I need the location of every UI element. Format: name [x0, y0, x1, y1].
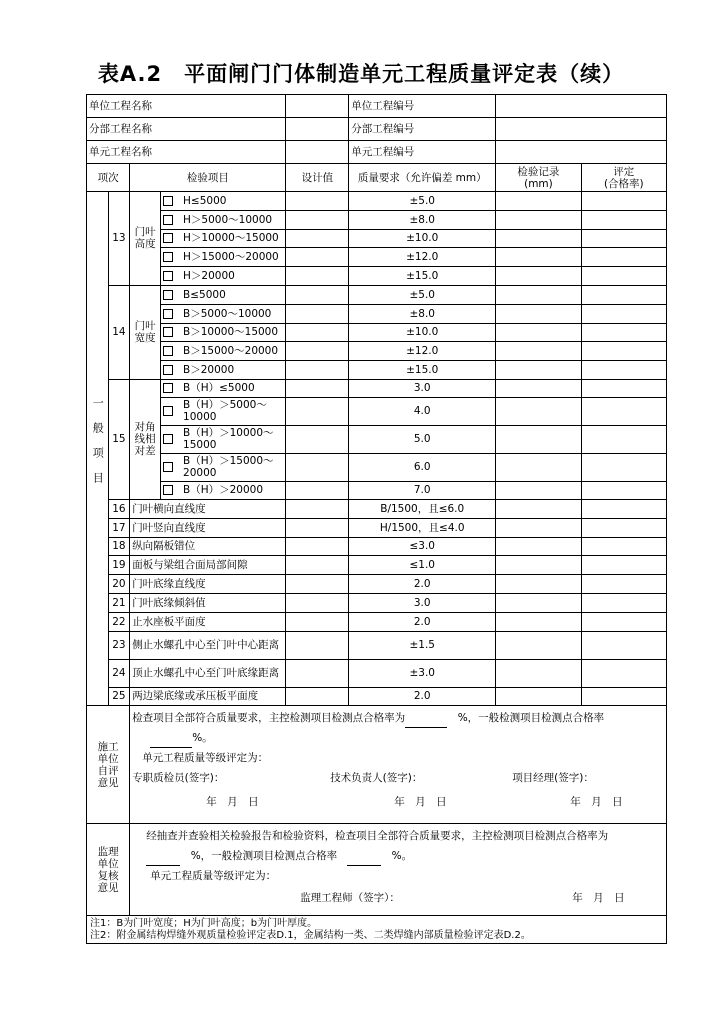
option-cell: [161, 285, 286, 304]
design-value-cell[interactable]: [286, 556, 349, 575]
design-value-cell[interactable]: [286, 342, 349, 361]
option[interactable]: [163, 308, 283, 320]
self-eval-text-c: %。: [192, 732, 213, 745]
record-cell[interactable]: [496, 379, 581, 397]
check-row: [87, 285, 667, 304]
record-cell[interactable]: [496, 210, 581, 229]
check-row: [87, 687, 667, 706]
requirement-cell: 2.0: [349, 612, 496, 631]
check-row: [87, 659, 667, 687]
requirement-cell: 2.0: [349, 575, 496, 594]
design-value-cell[interactable]: [286, 425, 349, 453]
supervision-line2: [132, 846, 664, 866]
supervision-date[interactable]: 年 月 日: [572, 892, 625, 905]
record-cell[interactable]: [496, 323, 581, 342]
item-name: 侧止水螺孔中心至门叶中心距离: [130, 631, 286, 659]
option[interactable]: [163, 427, 283, 451]
item-name: 顶止水螺孔中心至门叶底缘距离: [130, 659, 286, 687]
option[interactable]: [163, 455, 283, 479]
design-value-cell[interactable]: [286, 248, 349, 267]
record-cell[interactable]: [496, 397, 581, 425]
design-value-cell[interactable]: [286, 499, 349, 518]
design-value-cell[interactable]: [286, 210, 349, 229]
self-eval-signatures: [132, 768, 664, 788]
requirement-cell: B/1500，且≤6.0: [349, 499, 496, 518]
design-value-cell[interactable]: [286, 537, 349, 556]
option-cell: [161, 342, 286, 361]
record-cell[interactable]: [496, 192, 581, 211]
record-cell[interactable]: [496, 575, 581, 594]
option-label: B≤5000: [183, 288, 226, 301]
supervision-line1: 经抽查并查验相关检验报告和检验资料，检查项目全部符合质量要求，主控检测项目检测点合格率为: [146, 830, 609, 843]
record-cell[interactable]: [496, 537, 581, 556]
item-no: 17: [108, 518, 130, 537]
header-record-label: 检验记录: [517, 165, 560, 178]
item-name: 门叶底缘直线度: [130, 575, 286, 594]
checkbox[interactable]: [163, 309, 173, 319]
item-name: 两边梁底缘或承压板平面度: [130, 687, 286, 706]
option[interactable]: [163, 399, 283, 423]
sup-general-rate-field[interactable]: [347, 854, 381, 866]
option-label: B＞15000～20000: [183, 345, 279, 358]
rating-cell[interactable]: [581, 556, 666, 575]
requirement-cell: H/1500，且≤4.0: [349, 518, 496, 537]
checkbox[interactable]: [163, 327, 173, 337]
checkbox[interactable]: [163, 346, 173, 356]
rating-cell[interactable]: [581, 631, 666, 659]
item-name: 门叶高度: [130, 192, 161, 286]
item-no: 19: [108, 556, 130, 575]
element-project-no-value[interactable]: [496, 141, 667, 164]
option-cell: [161, 304, 286, 323]
check-row: [87, 631, 667, 659]
record-cell[interactable]: [496, 304, 581, 323]
option-cell: [161, 481, 286, 499]
record-cell[interactable]: [496, 481, 581, 499]
sub-project-name-label: 分部工程名称: [87, 118, 286, 141]
inspector-signature[interactable]: 专职质检员(签字)：: [132, 772, 225, 785]
item-no: 25: [108, 687, 130, 706]
design-value-cell[interactable]: [286, 379, 349, 397]
option-label: B（H）＞10000～15000: [183, 427, 274, 452]
checkbox[interactable]: [163, 271, 173, 281]
option-label: B（H）＞20000: [183, 484, 264, 497]
option-cell: [161, 323, 286, 342]
self-eval-dates: [132, 788, 664, 812]
rating-cell[interactable]: [581, 267, 666, 286]
checkbox[interactable]: [163, 383, 173, 393]
notes-row: [87, 916, 667, 944]
item-name: 门叶竖向直线度: [130, 518, 286, 537]
option[interactable]: [163, 484, 283, 496]
check-row: [87, 304, 667, 323]
self-eval-text-b: %，一般检测项目检测点合格率: [457, 712, 605, 725]
option-cell: [161, 248, 286, 267]
supervision-text-b: %。: [391, 850, 413, 863]
check-row: [87, 361, 667, 380]
supervision-label: 监理单位复核意见: [87, 824, 130, 916]
requirement-cell: ≤3.0: [349, 537, 496, 556]
design-value-cell[interactable]: [286, 229, 349, 248]
rating-cell[interactable]: [581, 285, 666, 304]
header-design-value: 设计值: [286, 164, 349, 192]
item-name: 对角线相对差: [130, 379, 161, 499]
option-label: B＞10000～15000: [183, 326, 279, 339]
item-no: 21: [108, 593, 130, 612]
category-cell: [87, 192, 109, 706]
option-label: H＞5000～10000: [183, 213, 273, 226]
self-eval-text-a: 检查项目全部符合质量要求，主控检测项目检测点合格率为: [132, 712, 406, 725]
requirement-cell: ±12.0: [349, 342, 496, 361]
check-row: [87, 192, 667, 211]
rating-cell[interactable]: [581, 248, 666, 267]
item-no: 22: [108, 612, 130, 631]
requirement-cell: ±8.0: [349, 304, 496, 323]
check-row: [87, 342, 667, 361]
tech-lead-signature[interactable]: 技术负责人(签字)：: [330, 772, 423, 785]
item-name: 面板与梁组合面局部间隙: [130, 556, 286, 575]
category-label: 一般项目: [91, 397, 105, 498]
option-cell: [161, 361, 286, 380]
rating-cell[interactable]: [581, 304, 666, 323]
rating-cell[interactable]: [581, 612, 666, 631]
record-cell[interactable]: [496, 499, 581, 518]
check-row: [87, 518, 667, 537]
note-2: 注2：附金属结构焊缝外观质量检验评定表D.1，金属结构一类、二类焊缝内部质量检验评定表D.2。: [90, 929, 531, 941]
unit-project-no-value[interactable]: [496, 95, 667, 118]
rating-cell[interactable]: [581, 499, 666, 518]
design-value-cell[interactable]: [286, 285, 349, 304]
requirement-cell: ±10.0: [349, 323, 496, 342]
item-name: 止水座板平面度: [130, 612, 286, 631]
design-value-cell[interactable]: [286, 453, 349, 481]
check-row: [87, 481, 667, 499]
header-rating: [581, 164, 666, 192]
item-no: 24: [108, 659, 130, 687]
rating-cell[interactable]: [581, 323, 666, 342]
rating-cell[interactable]: [581, 379, 666, 397]
rating-cell[interactable]: [581, 397, 666, 425]
sub-project-name-value[interactable]: [286, 118, 349, 141]
check-row: [87, 229, 667, 248]
record-cell[interactable]: [496, 453, 581, 481]
requirement-cell: ±15.0: [349, 361, 496, 380]
note-1: 注1：B为门叶宽度；H为门叶高度；b为门叶厚度。: [90, 917, 318, 929]
option[interactable]: [163, 270, 283, 282]
rating-cell[interactable]: [581, 192, 666, 211]
inspector-date[interactable]: 年 月 日: [206, 796, 259, 809]
item-no: 18: [108, 537, 130, 556]
check-row: [87, 248, 667, 267]
check-row: [87, 575, 667, 594]
manager-signature[interactable]: 项目经理(签字)：: [512, 772, 594, 785]
option[interactable]: [163, 326, 283, 338]
check-row: [87, 612, 667, 631]
record-cell[interactable]: [496, 425, 581, 453]
check-row: [87, 425, 667, 453]
option-label: B（H）＞5000～10000: [183, 399, 267, 424]
requirement-cell: ±8.0: [349, 210, 496, 229]
header-check-item: 检验项目: [130, 164, 286, 192]
requirement-cell: 5.0: [349, 425, 496, 453]
check-row: [87, 267, 667, 286]
item-no: 20: [108, 575, 130, 594]
check-row: [87, 499, 667, 518]
element-project-name-label: 单元工程名称: [87, 141, 286, 164]
self-eval-label: 施工单位自评意见: [87, 706, 130, 824]
option[interactable]: [163, 251, 283, 263]
requirement-cell: ±3.0: [349, 659, 496, 687]
design-value-cell[interactable]: [286, 631, 349, 659]
manager-date[interactable]: 年 月 日: [570, 796, 623, 809]
header-rating-label: 评定: [613, 165, 635, 178]
design-value-cell[interactable]: [286, 323, 349, 342]
rating-cell[interactable]: [581, 453, 666, 481]
evaluation-body: [87, 706, 667, 944]
sub-project-no-value[interactable]: [496, 118, 667, 141]
rating-cell[interactable]: [581, 575, 666, 594]
design-value-cell[interactable]: [286, 612, 349, 631]
notes-cell: [87, 916, 667, 944]
unit-project-no-label: 单位工程编号: [349, 95, 496, 118]
rating-cell[interactable]: [581, 425, 666, 453]
supervision-grade: 单元工程质量等级评定为：: [150, 870, 277, 883]
sub-project-no-label: 分部工程编号: [349, 118, 496, 141]
option-cell: [161, 210, 286, 229]
option-cell: [161, 229, 286, 248]
option-label: B（H）≤5000: [183, 382, 255, 395]
record-cell[interactable]: [496, 593, 581, 612]
item-no: 15: [108, 379, 130, 499]
option[interactable]: [163, 382, 283, 394]
item-name: 门叶底缘倾斜值: [130, 593, 286, 612]
header-quality-requirement: 质量要求（允许偏差 mm）: [349, 164, 496, 192]
main-control-rate-field[interactable]: [405, 716, 447, 728]
check-row: [87, 556, 667, 575]
option[interactable]: [163, 289, 283, 301]
rating-cell[interactable]: [581, 361, 666, 380]
checkbox[interactable]: [163, 196, 173, 206]
option-label: B（H）＞15000～20000: [183, 455, 274, 480]
record-cell[interactable]: [496, 285, 581, 304]
check-row: [87, 537, 667, 556]
design-value-cell[interactable]: [286, 361, 349, 380]
option[interactable]: [163, 214, 283, 226]
rating-cell[interactable]: [581, 342, 666, 361]
checkbox[interactable]: [163, 406, 173, 416]
element-project-name-value[interactable]: [286, 141, 349, 164]
design-value-cell[interactable]: [286, 687, 349, 706]
requirement-cell: 7.0: [349, 481, 496, 499]
checkbox[interactable]: [163, 252, 173, 262]
record-cell[interactable]: [496, 342, 581, 361]
record-cell[interactable]: [496, 687, 581, 706]
requirement-cell: 3.0: [349, 379, 496, 397]
unit-project-name-label: 单位工程名称: [87, 95, 286, 118]
self-eval-content: [130, 706, 667, 824]
option-cell: [161, 397, 286, 425]
requirement-cell: ±5.0: [349, 285, 496, 304]
rating-cell[interactable]: [581, 210, 666, 229]
requirement-cell: ±15.0: [349, 267, 496, 286]
option-label: H≤5000: [183, 194, 227, 207]
requirement-cell: ±12.0: [349, 248, 496, 267]
header-record: [496, 164, 581, 192]
item-no: 16: [108, 499, 130, 518]
check-items-body: [87, 192, 667, 706]
rating-cell[interactable]: [581, 518, 666, 537]
supervision-content: [130, 824, 667, 916]
record-cell[interactable]: [496, 556, 581, 575]
item-no: 14: [108, 285, 130, 379]
design-value-cell[interactable]: [286, 659, 349, 687]
design-value-cell[interactable]: [286, 192, 349, 211]
element-project-no-label: 单元工程编号: [349, 141, 496, 164]
checkbox[interactable]: [163, 462, 173, 472]
record-cell[interactable]: [496, 659, 581, 687]
option-cell: [161, 425, 286, 453]
header-rating-sub: (合格率): [603, 177, 644, 190]
item-name: 纵向隔板错位: [130, 537, 286, 556]
header-item-no: 项次: [87, 164, 130, 192]
record-cell[interactable]: [496, 631, 581, 659]
requirement-cell: 4.0: [349, 397, 496, 425]
option[interactable]: [163, 345, 283, 357]
rating-cell[interactable]: [581, 659, 666, 687]
requirement-cell: 2.0: [349, 687, 496, 706]
record-cell[interactable]: [496, 248, 581, 267]
self-eval-line2: [132, 728, 664, 748]
rating-cell[interactable]: [581, 687, 666, 706]
check-row: [87, 397, 667, 425]
rating-cell[interactable]: [581, 593, 666, 612]
rating-cell[interactable]: [581, 537, 666, 556]
option-cell: [161, 453, 286, 481]
item-no: 23: [108, 631, 130, 659]
design-value-cell[interactable]: [286, 267, 349, 286]
record-cell[interactable]: [496, 267, 581, 286]
self-eval-grade: 单元工程质量等级评定为：: [142, 752, 269, 765]
check-row: [87, 593, 667, 612]
requirement-cell: ±1.5: [349, 631, 496, 659]
check-row: [87, 453, 667, 481]
option-cell: [161, 267, 286, 286]
quality-evaluation-table: [86, 94, 667, 944]
unit-project-name-value[interactable]: [286, 95, 349, 118]
requirement-cell: ±10.0: [349, 229, 496, 248]
record-cell[interactable]: [496, 361, 581, 380]
checkbox[interactable]: [163, 290, 173, 300]
supervision-signature-row: [132, 886, 664, 908]
requirement-cell: 3.0: [349, 593, 496, 612]
engineer-signature[interactable]: 监理工程师（签字）：: [300, 892, 400, 905]
sup-main-rate-field[interactable]: [146, 854, 180, 866]
option-label: B＞20000: [183, 364, 235, 377]
general-rate-field[interactable]: [150, 736, 192, 748]
option-label: H＞10000～15000: [183, 232, 279, 245]
header-record-unit: (mm): [524, 177, 553, 190]
supervision-text-a: %，一般检测项目检测点合格率: [190, 850, 338, 863]
option-label: H＞20000: [183, 270, 235, 283]
page-title: 表A.2 平面闸门门体制造单元工程质量评定表（续）: [97, 62, 625, 86]
item-name: 门叶横向直线度: [130, 499, 286, 518]
option-cell: [161, 192, 286, 211]
design-value-cell[interactable]: [286, 518, 349, 537]
check-row: [87, 210, 667, 229]
rating-cell[interactable]: [581, 229, 666, 248]
design-value-cell[interactable]: [286, 575, 349, 594]
design-value-cell[interactable]: [286, 593, 349, 612]
requirement-cell: ≤1.0: [349, 556, 496, 575]
supervision-row: [87, 824, 667, 916]
self-eval-row: [87, 706, 667, 824]
option-label: H＞15000～20000: [183, 251, 279, 264]
requirement-cell: ±5.0: [349, 192, 496, 211]
check-row: [87, 379, 667, 397]
item-no: 13: [108, 192, 130, 286]
checkbox[interactable]: [163, 434, 173, 444]
design-value-cell[interactable]: [286, 481, 349, 499]
record-cell[interactable]: [496, 518, 581, 537]
option-cell: [161, 379, 286, 397]
self-eval-line1: [132, 708, 664, 728]
requirement-cell: 6.0: [349, 453, 496, 481]
record-cell[interactable]: [496, 229, 581, 248]
checkbox[interactable]: [163, 233, 173, 243]
option[interactable]: [163, 364, 283, 376]
checkbox[interactable]: [163, 485, 173, 495]
tech-lead-date[interactable]: 年 月 日: [394, 796, 447, 809]
option[interactable]: [163, 195, 283, 207]
check-row: [87, 323, 667, 342]
option-label: B＞5000～10000: [183, 307, 272, 320]
checkbox[interactable]: [163, 365, 173, 375]
record-cell[interactable]: [496, 612, 581, 631]
rating-cell[interactable]: [581, 481, 666, 499]
item-name: 门叶宽度: [130, 285, 161, 379]
design-value-cell[interactable]: [286, 397, 349, 425]
checkbox[interactable]: [163, 215, 173, 225]
design-value-cell[interactable]: [286, 304, 349, 323]
option[interactable]: [163, 232, 283, 244]
